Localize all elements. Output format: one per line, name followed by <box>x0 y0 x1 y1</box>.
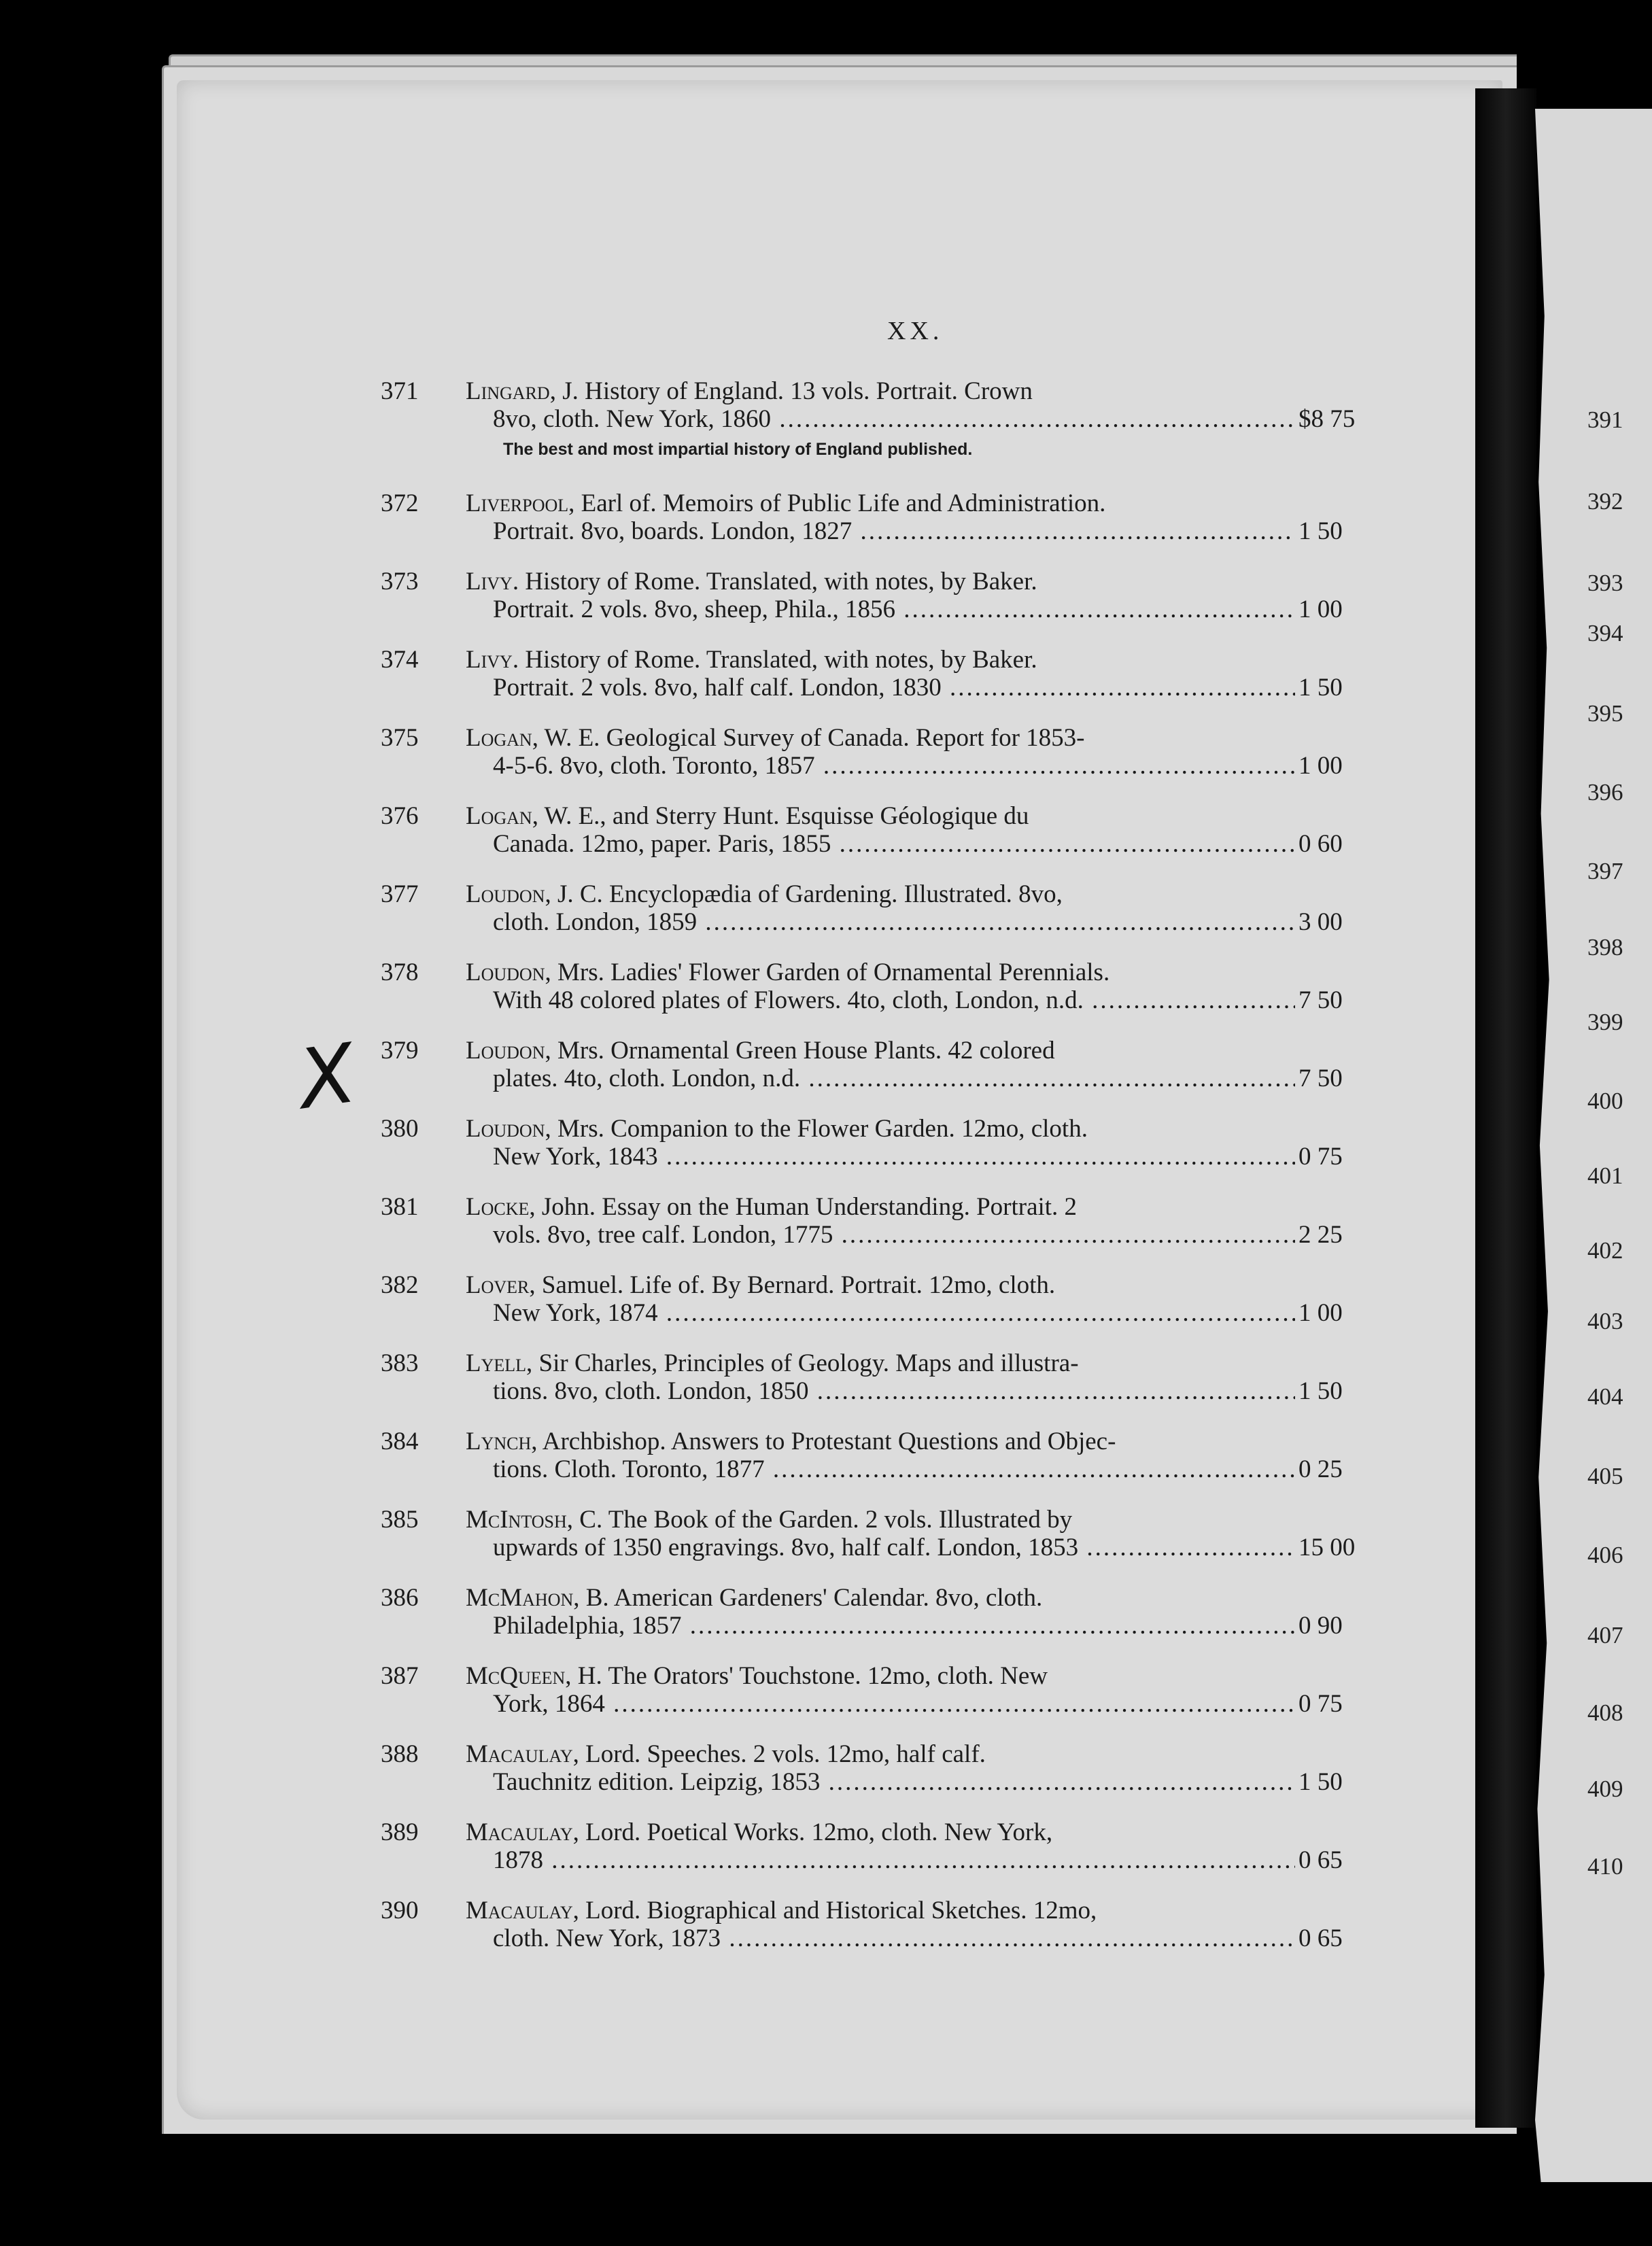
entry-line-1 <box>466 568 1295 595</box>
entry-author: Liverpool <box>466 489 569 517</box>
entry-line-2: tions. Cloth. Toronto, 1877 ..... <box>493 1455 1295 1483</box>
entry-author: McMahon <box>466 1584 574 1612</box>
entry-author: Logan <box>466 724 532 752</box>
entry-line-1 <box>466 1897 1295 1924</box>
entry-author: Lover <box>466 1271 530 1299</box>
entry-line-2: upwards of 1350 engravings. 8vo, half calf. London, 1853 ..... <box>493 1534 1295 1561</box>
entry-number: 383 <box>381 1349 419 1377</box>
entry-text: , Archbishop. Answers to Protestant Questions and Objec- <box>531 1428 1116 1455</box>
entry-author: Macaulay <box>466 1818 573 1846</box>
entry-line-2: Canada. 12mo, paper. Paris, 1855 ..... <box>493 830 1295 858</box>
entry-number: 377 <box>381 880 419 908</box>
entry-author: Macaulay <box>466 1897 573 1924</box>
entry-line-2: cloth. New York, 1873 ..... <box>493 1924 1295 1952</box>
entry-text: , Samuel. Life of. By Bernard. Portrait. 12mo, cloth. <box>529 1271 1056 1299</box>
entry-author: Loudon <box>466 880 545 908</box>
entry-text: , Lord. Poetical Works. 12mo, cloth. New York, <box>572 1818 1053 1846</box>
entry-number: 379 <box>381 1037 419 1065</box>
entry-author: Loudon <box>466 1037 545 1065</box>
entry-line-1 <box>466 1349 1295 1377</box>
entry-price: 7 50 <box>1298 986 1343 1014</box>
margin-mark: X <box>292 1026 362 1128</box>
entry-line-2: tions. 8vo, cloth. London, 1850 ..... <box>493 1377 1295 1405</box>
facing-entry-number: 392 <box>1587 488 1623 515</box>
entry-text: , C. The Book of the Garden. 2 vols. Illustrated by <box>566 1506 1073 1534</box>
entry-line-2: 1878 ..... <box>493 1846 1295 1874</box>
entry-line-1 <box>466 377 1295 405</box>
entry-text: , H. The Orators' Touchstone. 12mo, cloth. New <box>565 1662 1048 1690</box>
entry-text: , John. Essay on the Human Understanding. Portrait. 2 <box>529 1193 1078 1221</box>
entry-number: 384 <box>381 1428 419 1455</box>
facing-entry-number: 402 <box>1587 1237 1623 1264</box>
entry-line-1 <box>466 1584 1295 1612</box>
entry-author: Locke <box>466 1193 530 1221</box>
facing-entry-number: 396 <box>1587 779 1623 806</box>
entry-line-1 <box>466 1818 1295 1846</box>
entry-price: 0 65 <box>1298 1846 1343 1874</box>
entry-number: 388 <box>381 1740 419 1768</box>
facing-entry-number: 401 <box>1587 1162 1623 1189</box>
facing-entry-number: 393 <box>1587 570 1623 596</box>
entry-line-1 <box>466 1428 1295 1455</box>
entry-number: 390 <box>381 1897 419 1924</box>
entry-price: 1 00 <box>1298 1299 1343 1327</box>
entry-line-1 <box>466 1662 1295 1690</box>
entry-author: Lyell <box>466 1349 527 1377</box>
entry-text: , Lord. Biographical and Historical Sketches. 12mo, <box>572 1897 1097 1924</box>
entry-number: 382 <box>381 1271 419 1299</box>
entry-number: 373 <box>381 568 419 595</box>
entry-author: McIntosh <box>466 1506 567 1534</box>
entry-text: , Lord. Speeches. 2 vols. 12mo, half calf. <box>572 1740 986 1768</box>
entry-price: 0 25 <box>1298 1455 1343 1483</box>
entry-author: Livy <box>466 568 513 595</box>
entry-number: 387 <box>381 1662 419 1690</box>
entry-price: 1 50 <box>1298 674 1343 702</box>
entry-price: 1 00 <box>1298 595 1343 623</box>
entry-author: Livy <box>466 646 513 674</box>
entry-line-2: plates. 4to, cloth. London, n.d. ..... <box>493 1065 1295 1092</box>
entry-text: , Mrs. Ladies' Flower Garden of Ornamental Perennials. <box>545 958 1110 986</box>
entry-author: Loudon <box>466 958 545 986</box>
entry-price: 0 65 <box>1298 1924 1343 1952</box>
entry-price: 2 25 <box>1298 1221 1343 1249</box>
entry-note: The best and most impartial history of England published. <box>503 440 973 459</box>
entry-line-2: New York, 1874 ..... <box>493 1299 1295 1327</box>
entry-price: 1 00 <box>1298 752 1343 780</box>
entry-text: , Sir Charles, Principles of Geology. Maps and illustra- <box>526 1349 1079 1377</box>
entry-text: , W. E., and Sterry Hunt. Esquisse Géologique du <box>532 802 1029 830</box>
entry-price: 1 50 <box>1298 517 1343 545</box>
entry-line-2: Portrait. 2 vols. 8vo, half calf. London, 1830 ..... <box>493 674 1295 702</box>
entry-number: 386 <box>381 1584 419 1612</box>
entry-line-1 <box>466 802 1295 830</box>
facing-entry-number: 394 <box>1587 620 1623 646</box>
entry-author: Lynch <box>466 1428 532 1455</box>
facing-entry-number: 395 <box>1587 700 1623 727</box>
entry-text: , J. History of England. 13 vols. Portrait. Crown <box>549 377 1033 405</box>
entry-line-2: Portrait. 8vo, boards. London, 1827 ..... <box>493 517 1295 545</box>
entry-line-1 <box>466 646 1295 674</box>
entry-author: Logan <box>466 802 532 830</box>
entry-line-2: With 48 colored plates of Flowers. 4to, cloth, London, n.d. ..... <box>493 986 1295 1014</box>
entry-line-2: 4-5-6. 8vo, cloth. Toronto, 1857 ..... <box>493 752 1295 780</box>
entry-price: $8 75 <box>1298 405 1356 433</box>
entry-text: . History of Rome. Translated, with notes, by Baker. <box>512 646 1037 674</box>
entry-text: . History of Rome. Translated, with notes, by Baker. <box>512 568 1037 595</box>
entry-line-2: New York, 1843 ..... <box>493 1143 1295 1171</box>
entry-line-1 <box>466 1037 1295 1065</box>
entry-text: , B. American Gardeners' Calendar. 8vo, cloth. <box>573 1584 1043 1612</box>
entry-line-1 <box>466 1506 1295 1534</box>
entry-price: 0 75 <box>1298 1143 1343 1171</box>
book-spine <box>1475 88 1536 2128</box>
facing-entry-number: 400 <box>1587 1088 1623 1114</box>
entry-price: 0 60 <box>1298 830 1343 858</box>
entry-line-2: vols. 8vo, tree calf. London, 1775 ..... <box>493 1221 1295 1249</box>
entry-author: McQueen <box>466 1662 566 1690</box>
entry-text: , J. C. Encyclopædia of Gardening. Illustrated. 8vo, <box>545 880 1063 908</box>
facing-entry-number: 399 <box>1587 1009 1623 1035</box>
entry-line-2: Tauchnitz edition. Leipzig, 1853 ..... <box>493 1768 1295 1796</box>
entry-text: , Mrs. Companion to the Flower Garden. 12mo, cloth. <box>545 1115 1088 1143</box>
entry-number: 376 <box>381 802 419 830</box>
page-number: XX. <box>887 317 944 345</box>
facing-entry-number: 398 <box>1587 934 1623 961</box>
entry-price: 1 50 <box>1298 1377 1343 1405</box>
facing-entry-number: 405 <box>1587 1463 1623 1489</box>
facing-entry-number: 404 <box>1587 1383 1623 1410</box>
entry-number: 372 <box>381 489 419 517</box>
entry-price: 0 90 <box>1298 1612 1343 1640</box>
facing-entry-number: 406 <box>1587 1542 1623 1568</box>
entry-line-1 <box>466 958 1295 986</box>
entry-line-1 <box>466 1271 1295 1299</box>
entry-text: , W. E. Geological Survey of Canada. Report for 1853- <box>532 724 1085 752</box>
entry-line-1 <box>466 1193 1295 1221</box>
facing-entry-number: 409 <box>1587 1776 1623 1802</box>
facing-entry-number: 410 <box>1587 1853 1623 1880</box>
entry-number: 389 <box>381 1818 419 1846</box>
facing-entry-number: 391 <box>1587 407 1623 433</box>
entry-line-1 <box>466 1115 1295 1143</box>
entry-price: 1 50 <box>1298 1768 1343 1796</box>
facing-entry-number: 403 <box>1587 1308 1623 1334</box>
entry-line-2: 8vo, cloth. New York, 1860 ..... <box>493 405 1295 433</box>
facing-entry-number: 407 <box>1587 1622 1623 1648</box>
facing-entry-number: 408 <box>1587 1699 1623 1726</box>
entry-author: Loudon <box>466 1115 545 1143</box>
entry-text: , Earl of. Memoirs of Public Life and Administration. <box>568 489 1106 517</box>
entry-line-1 <box>466 489 1295 517</box>
entry-price: 0 75 <box>1298 1690 1343 1718</box>
entry-number: 381 <box>381 1193 419 1221</box>
entry-number: 385 <box>381 1506 419 1534</box>
entry-number: 371 <box>381 377 419 405</box>
entry-price: 3 00 <box>1298 908 1343 936</box>
entry-line-1 <box>466 1740 1295 1768</box>
entry-number: 374 <box>381 646 419 674</box>
entry-author: Macaulay <box>466 1740 573 1768</box>
entry-line-1 <box>466 724 1295 752</box>
entry-number: 380 <box>381 1115 419 1143</box>
entry-line-1 <box>466 880 1295 908</box>
entry-line-2: cloth. London, 1859 ..... <box>493 908 1295 936</box>
entry-line-2: York, 1864 ..... <box>493 1690 1295 1718</box>
entry-author: Lingard <box>466 377 550 405</box>
entry-number: 378 <box>381 958 419 986</box>
entry-line-2: Portrait. 2 vols. 8vo, sheep, Phila., 1856 ..... <box>493 595 1295 623</box>
entry-line-2: Philadelphia, 1857 ..... <box>493 1612 1295 1640</box>
entry-price: 15 00 <box>1298 1534 1356 1561</box>
entry-price: 7 50 <box>1298 1065 1343 1092</box>
facing-entry-number: 397 <box>1587 858 1623 884</box>
entry-number: 375 <box>381 724 419 752</box>
entry-text: , Mrs. Ornamental Green House Plants. 42 colored <box>545 1037 1055 1065</box>
